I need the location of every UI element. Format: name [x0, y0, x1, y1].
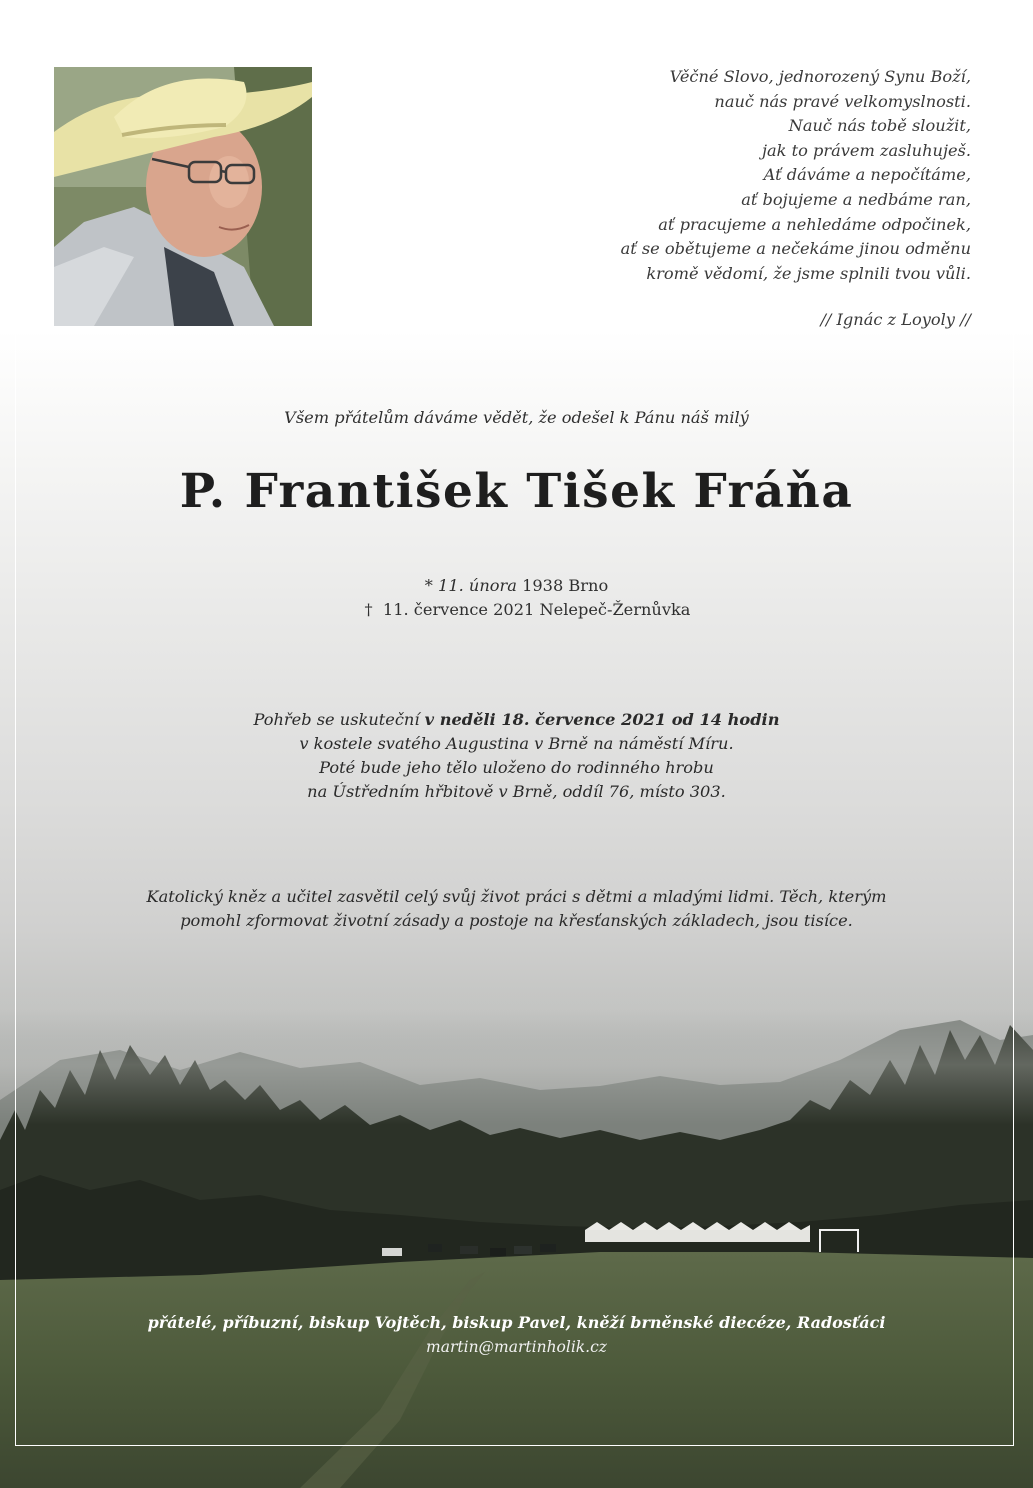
death-symbol: †	[364, 600, 373, 619]
quote-line: ať pracujeme a nehledáme odpočinek,	[658, 214, 971, 234]
quote-author: // Ignác z Loyoly //	[820, 310, 971, 330]
quote-line: nauč nás pravé velkomyslnosti.	[714, 91, 971, 111]
quote-line: Ať dáváme a nepočítáme,	[763, 165, 971, 185]
funeral-line-4: na Ústředním hřbitově v Brně, oddíl 76, místo 303.	[307, 782, 726, 801]
funeral-info	[0, 708, 1033, 804]
funeral-line-2: v kostele svatého Augustina v Brně na náměstí Míru.	[299, 734, 734, 753]
quote-line: ať se obětujeme a nečekáme jinou odměnu	[620, 239, 971, 259]
quote-line: Nauč nás tobě sloužit,	[788, 116, 971, 136]
life-dates	[0, 574, 1033, 622]
announcement-text: Všem přátelům dáváme vědět, že odešel k Pánu náš milý	[284, 408, 749, 427]
contact-email[interactable]: martin@martinholik.cz	[426, 1338, 607, 1356]
birth-date	[0, 574, 1033, 598]
portrait-photo	[54, 67, 312, 326]
birth-symbol: *	[424, 576, 433, 595]
mourners-list: přátelé, příbuzní, biskup Vojtěch, biskup Pavel, kněží brněnské diecéze, Radosťáci	[147, 1313, 886, 1332]
quote-line: kromě vědomí, že jsme splnili tvou vůli.	[646, 263, 971, 283]
birth-year-place: 1938 Brno	[522, 576, 609, 595]
birth-day: 11. února	[438, 576, 517, 595]
quote-line: jak to právem zasluhuješ.	[762, 140, 971, 160]
biography-text	[0, 885, 1033, 933]
quote-line: Věčné Slovo, jednorozený Synu Boží,	[669, 67, 971, 86]
prayer-quote	[451, 65, 971, 333]
funeral-intro: Pohřeb se uskuteční	[253, 710, 425, 729]
funeral-line-3: Poté bude jeho tělo uloženo do rodinného hrobu	[319, 758, 714, 777]
death-date	[0, 598, 1033, 622]
funeral-when: v neděli 18. července 2021 od 14 hodin	[424, 710, 780, 729]
deceased-name: P. František Tišek Fráňa	[179, 464, 854, 519]
funeral-line-1	[0, 708, 1033, 732]
bio-line-2: pomohl zformovat životní zásady a postoje na křesťanských základech, jsou tisíce.	[180, 911, 853, 930]
bio-line-1: Katolický kněz a učitel zasvětil celý svůj život práci s dětmi a mladými lidmi. Těch, kterým	[146, 887, 887, 906]
quote-line: ať bojujeme a nedbáme ran,	[741, 189, 971, 209]
death-text: 11. července 2021 Nelepeč-Žernůvka	[382, 600, 691, 619]
